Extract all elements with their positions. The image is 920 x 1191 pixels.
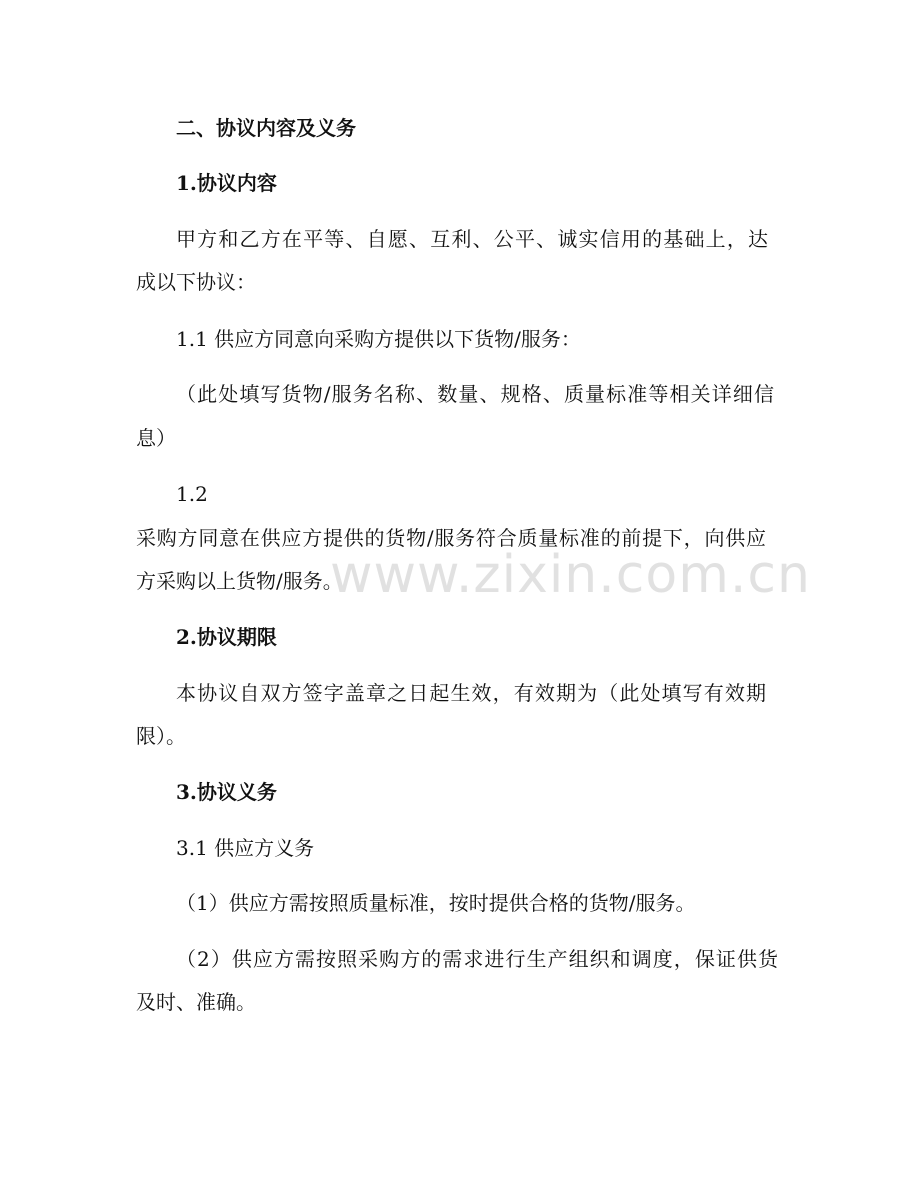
- clause-1-2-text-cont: 方采购以上货物/服务。: [136, 569, 343, 593]
- obligation-item-2-cont: 及时、准确。: [136, 990, 256, 1014]
- clause-1-1-detail: （此处填写货物/服务名称、数量、规格、质量标准等相关详细信: [176, 382, 774, 406]
- paragraph-line: 成以下协议：: [136, 270, 256, 294]
- watermark: www.zixin.com.cn: [330, 545, 811, 605]
- obligation-item-1: （1）供应方需按照质量标准，按时提供合格的货物/服务。: [176, 891, 696, 915]
- clause-1-2-text: 采购方同意在供应方提供的货物/服务符合质量标准的前提下，向供应: [136, 526, 766, 550]
- term-paragraph: 本协议自双方签字盖章之日起生效，有效期为（此处填写有效期: [176, 681, 766, 705]
- term-paragraph-cont: 限）。: [136, 724, 186, 748]
- clause-1-1-detail-cont: 息）: [136, 426, 176, 450]
- section-title: 二、协议内容及义务: [176, 116, 356, 140]
- subsection-title-term: 2.协议期限: [176, 625, 277, 649]
- clause-1-1: 1.1 供应方同意向采购方提供以下货物/服务：: [176, 327, 581, 351]
- clause-1-2-number: 1.2: [176, 482, 208, 506]
- clause-3-1: 3.1 供应方义务: [176, 836, 315, 860]
- subsection-title-content: 1.协议内容: [176, 171, 277, 195]
- subsection-title-obligations: 3.协议义务: [176, 780, 277, 804]
- paragraph-line: 甲方和乙方在平等、自愿、互利、公平、诚实信用的基础上，达: [176, 227, 768, 251]
- obligation-item-2: （2）供应方需按照采购方的需求进行生产组织和调度，保证供货: [176, 947, 778, 971]
